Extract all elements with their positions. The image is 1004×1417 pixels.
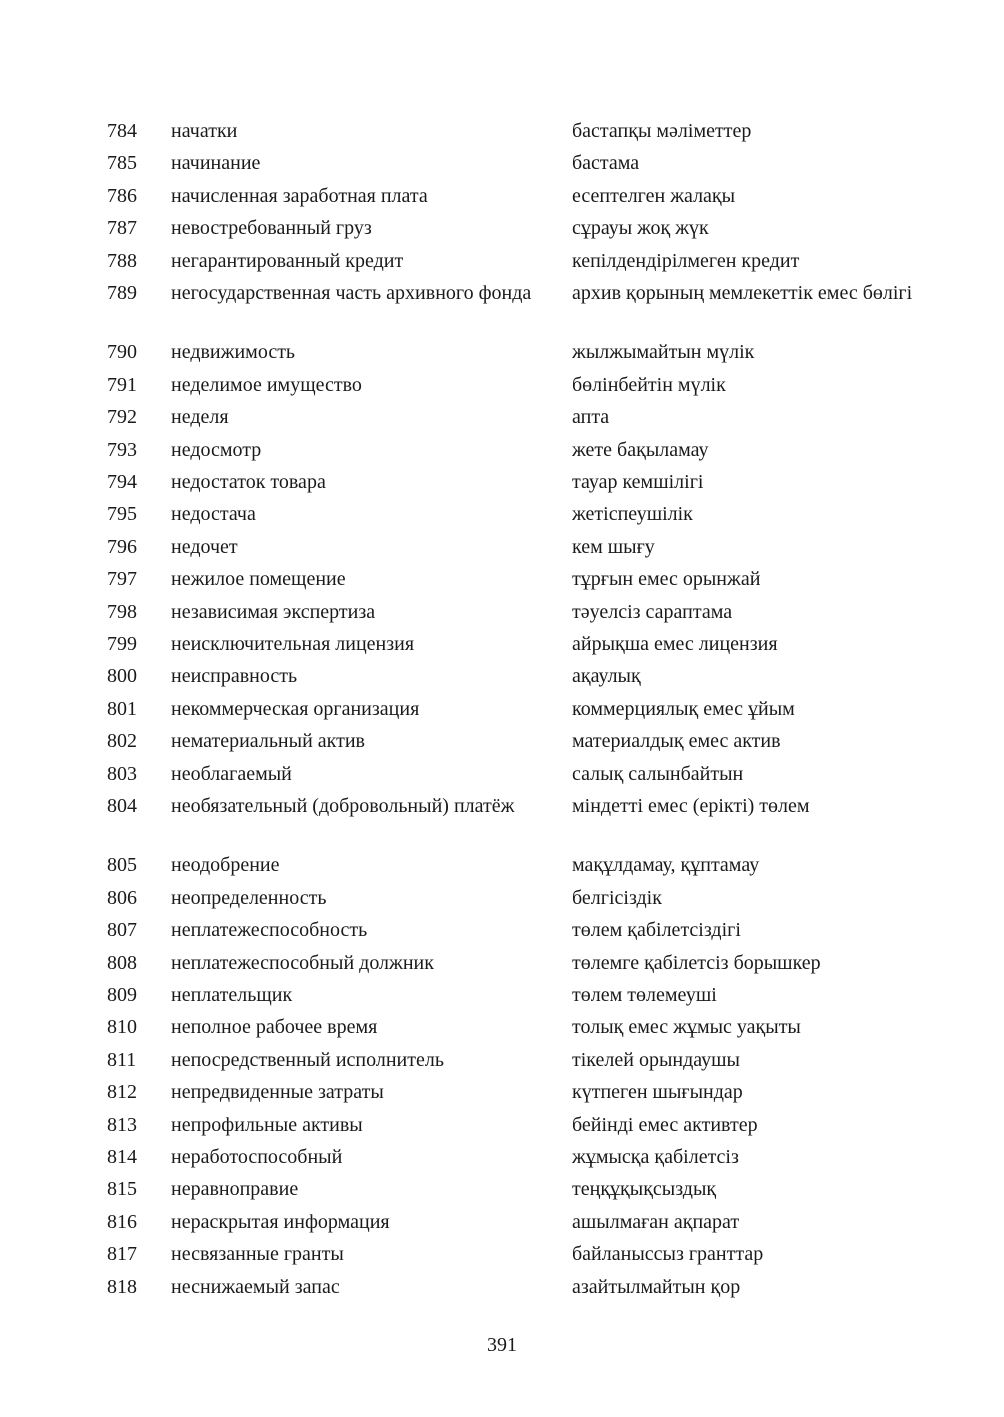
entry-number: 808 bbox=[107, 951, 137, 974]
kazakh-term: төлем қабілетсіздігі bbox=[572, 919, 741, 942]
entry-number: 800 bbox=[107, 665, 137, 688]
entry-number: 811 bbox=[107, 1048, 137, 1071]
russian-term: независимая экспертиза bbox=[171, 600, 376, 623]
russian-term: неисправность bbox=[171, 665, 298, 688]
kazakh-term: тікелей орындаушы bbox=[572, 1048, 740, 1071]
kazakh-term: ашылмаған ақпарат bbox=[572, 1210, 740, 1233]
entry-number: 784 bbox=[107, 120, 137, 142]
entry-number: 805 bbox=[107, 854, 137, 877]
entry-number: 812 bbox=[107, 1081, 137, 1104]
kazakh-term: айрықша емес лицензия bbox=[572, 633, 778, 655]
russian-term: несвязанные гранты bbox=[171, 1243, 344, 1266]
russian-term: неплательщик bbox=[171, 984, 293, 1006]
kazakh-term: азайтылмайтын қор bbox=[572, 1275, 741, 1298]
kazakh-term: есептелген жалақы bbox=[572, 184, 736, 207]
kazakh-term: тұрғын емес орынжай bbox=[572, 568, 761, 591]
russian-term: недостаток товара bbox=[171, 471, 326, 493]
kazakh-term: теңқұқықсыздық bbox=[572, 1178, 717, 1201]
kazakh-term: кепілдендірілмеген кредит bbox=[572, 249, 800, 272]
entry-number: 797 bbox=[107, 568, 137, 591]
kazakh-term: тауар кемшілігі bbox=[572, 471, 704, 493]
entry-number: 817 bbox=[107, 1243, 137, 1266]
kazakh-term: мақұлдамау, құптамау bbox=[572, 854, 760, 877]
russian-term: неполное рабочее время bbox=[171, 1016, 378, 1039]
entry-number: 804 bbox=[107, 795, 137, 817]
russian-term: неработоспособный bbox=[171, 1146, 343, 1168]
kazakh-term: төлем төлемеуші bbox=[572, 984, 717, 1006]
entry-number: 807 bbox=[107, 919, 137, 942]
russian-term: нежилое помещение bbox=[171, 568, 346, 591]
entry-number: 801 bbox=[107, 697, 137, 720]
kazakh-term: материалдық емес актив bbox=[572, 730, 781, 753]
kazakh-term: толық емес жұмыс уақыты bbox=[572, 1016, 801, 1039]
entry-number: 818 bbox=[107, 1275, 137, 1298]
entry-number: 799 bbox=[107, 633, 137, 655]
kazakh-term: бастама bbox=[572, 152, 640, 175]
entry-number: 785 bbox=[107, 152, 137, 175]
entry-number: 815 bbox=[107, 1178, 137, 1201]
entry-number: 790 bbox=[107, 341, 137, 364]
kazakh-term: сұрауы жоқ жүк bbox=[572, 217, 709, 240]
russian-term: начатки bbox=[171, 120, 238, 142]
entry-number: 793 bbox=[107, 438, 137, 461]
russian-term: неделимое имущество bbox=[171, 373, 362, 396]
entry-number: 798 bbox=[107, 600, 137, 623]
russian-term: непрофильные активы bbox=[171, 1113, 363, 1136]
kazakh-term: салық салынбайтын bbox=[572, 762, 744, 785]
entry-number: 792 bbox=[107, 406, 137, 429]
russian-term: негосударственная часть архивного фонда bbox=[171, 282, 532, 304]
entry-number: 806 bbox=[107, 886, 137, 909]
entry-number: 816 bbox=[107, 1210, 137, 1233]
russian-term: неделя bbox=[171, 406, 229, 429]
russian-term: неснижаемый запас bbox=[171, 1275, 340, 1298]
kazakh-term: жылжымайтын мүлік bbox=[572, 341, 755, 364]
kazakh-term: апта bbox=[572, 406, 610, 429]
page-number: 391 bbox=[487, 1334, 517, 1356]
kazakh-term: кем шығу bbox=[572, 535, 655, 558]
kazakh-term: тәуелсіз сараптама bbox=[572, 600, 733, 623]
russian-term: начисленная заработная плата bbox=[171, 184, 428, 207]
russian-term: нематериальный актив bbox=[171, 730, 365, 753]
entry-number: 810 bbox=[107, 1016, 137, 1039]
russian-term: неплатежеспособность bbox=[171, 919, 368, 942]
kazakh-term: міндетті емес (ерікті) төлем bbox=[572, 795, 810, 817]
russian-term: неплатежеспособный должник bbox=[171, 951, 434, 974]
entry-number: 791 bbox=[107, 373, 137, 396]
russian-term: неравноправие bbox=[171, 1178, 299, 1201]
russian-term: негарантированный кредит bbox=[171, 249, 404, 272]
kazakh-term: күтпеген шығындар bbox=[572, 1081, 743, 1104]
entry-number: 795 bbox=[107, 503, 137, 526]
kazakh-term: архив қорының мемлекеттік емес бөлігі bbox=[572, 282, 913, 304]
russian-term: неопределенность bbox=[171, 886, 327, 909]
russian-term: непосредственный исполнитель bbox=[171, 1048, 444, 1071]
russian-term: недочет bbox=[171, 535, 238, 558]
kazakh-term: бөлінбейтін мүлік bbox=[572, 373, 726, 396]
russian-term: недостача bbox=[171, 503, 256, 526]
russian-term: начинание bbox=[171, 152, 261, 175]
entry-number: 802 bbox=[107, 730, 137, 753]
entry-number: 787 bbox=[107, 217, 137, 240]
russian-term: невостребованный груз bbox=[171, 217, 372, 240]
entry-number: 813 bbox=[107, 1113, 137, 1136]
russian-term: недвижимость bbox=[171, 341, 296, 364]
russian-term: неодобрение bbox=[171, 854, 280, 877]
russian-term: недосмотр bbox=[171, 438, 262, 461]
kazakh-term: жұмысқа қабілетсіз bbox=[572, 1146, 739, 1168]
russian-term: необязательный (добровольный) платёж bbox=[171, 795, 515, 817]
kazakh-term: байланыссыз гранттар bbox=[572, 1243, 764, 1266]
kazakh-term: бейінді емес активтер bbox=[572, 1113, 758, 1136]
kazakh-term: ақаулық bbox=[572, 665, 641, 688]
kazakh-term: төлемге қабілетсіз борышкер bbox=[572, 951, 821, 974]
entry-number: 794 bbox=[107, 471, 137, 493]
kazakh-term: коммерциялық емес ұйым bbox=[572, 697, 795, 720]
entry-number: 796 bbox=[107, 535, 137, 558]
entry-number: 786 bbox=[107, 184, 137, 207]
entry-number: 809 bbox=[107, 984, 137, 1006]
entry-number: 788 bbox=[107, 249, 137, 272]
kazakh-term: жете бақыламау bbox=[572, 438, 709, 461]
kazakh-term: бастапқы мәліметтер bbox=[572, 120, 752, 142]
entry-number: 803 bbox=[107, 762, 137, 785]
russian-term: некоммерческая организация bbox=[171, 697, 420, 720]
entry-number: 789 bbox=[107, 282, 137, 304]
russian-term: непредвиденные затраты bbox=[171, 1081, 384, 1104]
kazakh-term: жетіспеушілік bbox=[572, 503, 693, 526]
entry-number: 814 bbox=[107, 1146, 137, 1168]
kazakh-term: белгісіздік bbox=[572, 886, 662, 909]
russian-term: нераскрытая информация bbox=[171, 1210, 390, 1233]
russian-term: необлагаемый bbox=[171, 762, 292, 785]
russian-term: неисключительная лицензия bbox=[171, 633, 415, 655]
